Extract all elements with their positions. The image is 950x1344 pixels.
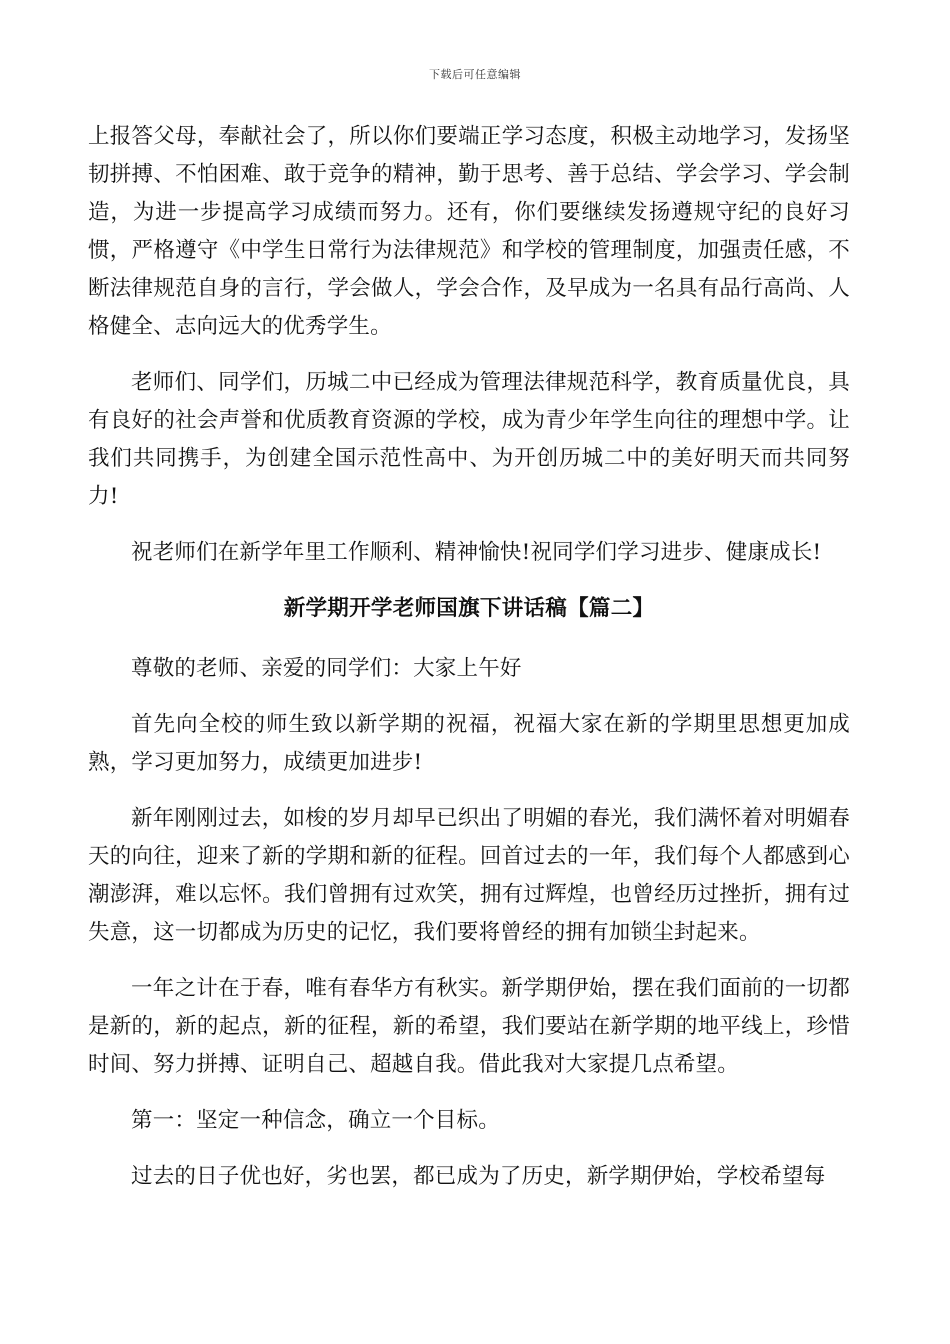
paragraph: 一年之计在于春，唯有春华方有秋实。新学期伊始，摆在我们面前的一切都是新的，新的起点，新的征程，新的希望，我们要站在新学期的地平线上，珍惜时间、努力拼搏、证明自己、超越自我。借此我对大家提几点希望。 [88,976,850,1077]
paragraph-salutation: 尊敬的老师、亲爱的同学们：大家上午好 [131,656,522,681]
paragraph-point-heading: 第一：坚定一种信念，确立一个目标。 [131,1108,500,1133]
paragraph-closing-wish: 祝老师们在新学年里工作顺利、精神愉快!祝同学们学习进步、健康成长! [131,540,822,565]
section-title: 新学期开学老师国旗下讲话稿【篇二】 [283,596,655,621]
document-body [88,118,850,1214]
paragraph-continued: 上报答父母，奉献社会了，所以你们要端正学习态度，积极主动地学习，发扬坚韧拼搏、不怕困难、敢于竞争的精神，勤于思考、善于总结、学会学习、学会制造，为进一步提高学习成绩而努力。还有，你们要继续发扬遵规守纪的良好习惯，严格遵守《中学生日常行为法律规范》和学校的管理制度，加强责任感，不断法律规范自身的言行，学会做人，学会合作，及早成为一名具有品行高尚、人格健全、志向远大的优秀学生。 [88,124,850,339]
page-header-note: 下载后可任意编辑 [429,68,521,81]
paragraph: 首先向全校的师生致以新学期的祝福，祝福大家在新的学期里思想更加成熟，学习更加努力，成绩更加进步! [88,712,850,775]
paragraph: 老师们、同学们，历城二中已经成为管理法律规范科学，教育质量优良，具有良好的社会声誉和优质教育资源的学校，成为青少年学生向往的理想中学。让我们共同携手，为创建全国示范性高中、为开创历城二中的美好明天而共同努力! [88,370,850,509]
paragraph: 新年刚刚过去，如梭的岁月却早已织出了明媚的春光，我们满怀着对明媚春天的向往，迎来了新的学期和新的征程。回首过去的一年，我们每个人都感到心潮澎湃，难以忘怀。我们曾拥有过欢笑，拥有过辉煌，也曾经历过挫折，拥有过失意，这一切都成为历史的记忆，我们要将曾经的拥有加锁尘封起来。 [88,806,850,945]
paragraph-truncated: 过去的日子优也好，劣也罢，都已成为了历史，新学期伊始，学校希望每 [131,1164,826,1189]
